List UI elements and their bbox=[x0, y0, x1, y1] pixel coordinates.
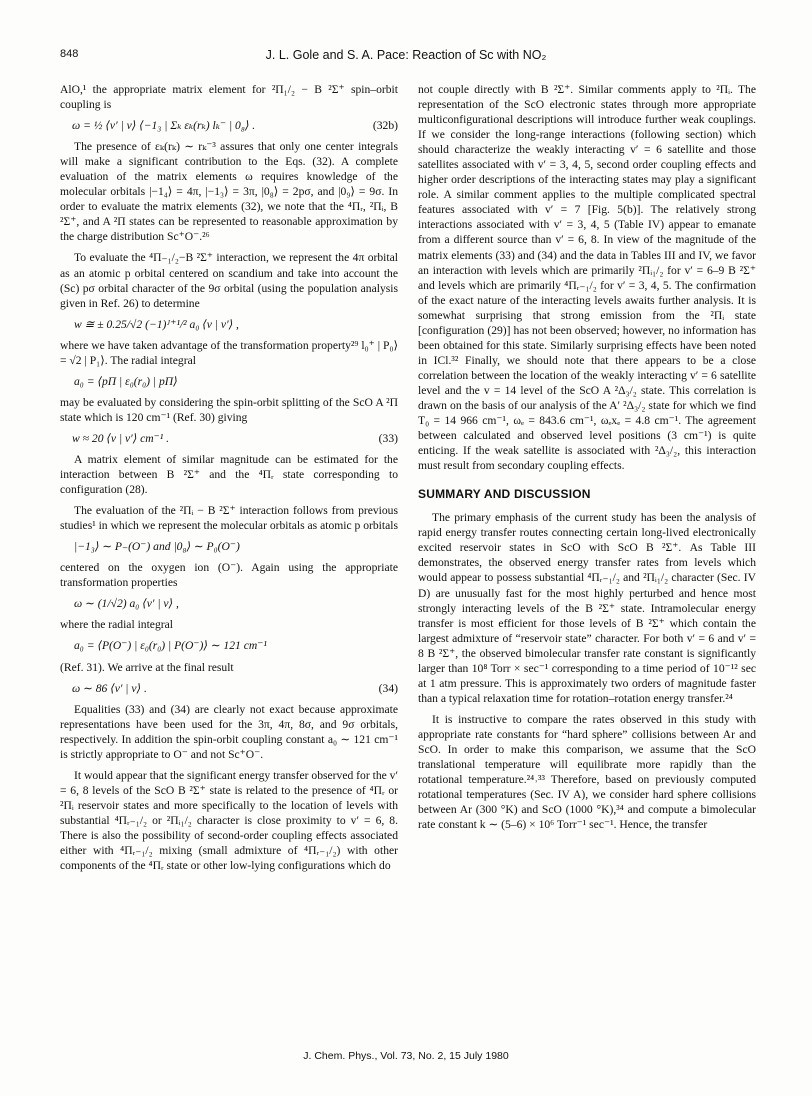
equation-body: w ≈ 20 ⟨v | v′⟩ cm⁻¹ . bbox=[72, 431, 170, 445]
left-column-equation bbox=[74, 374, 398, 389]
left-column-equation bbox=[72, 118, 398, 133]
right-column-paragraph: It is instructive to compare the rates observed in this study with appropriate rate constants for “hard sphere” collisions between Ar and ScO. In order to make this comparison, we assume that the ScO translational temperature will equilibrate more rapidly than the rotational temperature.²⁴˒³³ Therefore, based on previously computed rotational temperatures (Sec. IV A), we consider hard sphere collisions between Ar (300 °K) and ScO (1000 °K),³⁴ and compute a bimolecular rate constant k ∼ (5–6) × 10⁶ Torr⁻¹ sec⁻¹. Hence, the transfer bbox=[418, 712, 756, 832]
left-column-paragraph: where we have taken advantage of the transformation property²⁹ l₀⁺ | P₀⟩ = √2 | P₁⟩. The radial integral bbox=[60, 338, 398, 367]
left-column-paragraph: The presence of εₖ(rₖ) ∼ rₖ⁻³ assures that only one center integrals will make a significant contribution to the Eqs. (32). A complete evaluation of the matrix elements ω requires knowledge of the molecular orbitals |−1₄⟩ = 4π, |−1₃⟩ = 3π, |0₈⟩ = 2pσ, and |0₉⟩ = 9σ. In order to evaluate the matrix elements (32), we note that the ⁴Πᵣ, ²Πᵢ, B ²Σ⁺, and A ²Π states can be represented to reasonable approximation by the charge distribution Sc⁺O⁻.²⁶ bbox=[60, 140, 398, 244]
left-column-paragraph: To evaluate the ⁴Π₋₁/₂−B ²Σ⁺ interaction, we represent the 4π orbital as an atomic p orbital centered on scandium and take into account the (Sc) pσ orbital character of the 9σ orbital (using the population analysis given in Ref. 26) to determine bbox=[60, 251, 398, 310]
equation-number: (34) bbox=[378, 681, 398, 695]
left-column-equation bbox=[72, 681, 398, 696]
left-column-paragraph: A matrix element of similar magnitude can be estimated for the interaction between B ²Σ⁺ and the ⁴Πᵣ state corresponding to configuration (28). bbox=[60, 452, 398, 497]
left-column-equation bbox=[74, 539, 398, 554]
page-number: 848 bbox=[60, 48, 79, 60]
left-column-paragraph: AlO,¹ the appropriate matrix element for ²Π₁/₂ − B ²Σ⁺ spin–orbit coupling is bbox=[60, 83, 398, 112]
running-head: J. L. Gole and S. A. Pace: Reaction of Sc with NO₂ bbox=[265, 48, 547, 62]
equation-body: ω = ½ ⟨v′ | v⟩ ⟨−1₃ | Σₖ εₖ(rₖ) lₖ⁻ | 0₈⟩ . bbox=[72, 119, 256, 133]
journal-citation-footer: J. Chem. Phys., Vol. 73, No. 2, 15 July 1980 bbox=[303, 1050, 509, 1062]
equation-number: (32b) bbox=[372, 119, 398, 133]
left-column-equation bbox=[74, 638, 398, 653]
left-column-equation bbox=[74, 596, 398, 611]
right-column-paragraph: The primary emphasis of the current study has been the analysis of rapid energy transfer routes connecting certain long-lived electronically excited reservoir states in ScO with ScO B ²Σ⁺. As Table III demonstrates, the observed energy transfer rates from levels which would appear to possess substantial ⁴Πᵣ₋₁/₂ and ²Πᵢ₁/₂ character (Sec. IV D) are unusually fast for the most highly perturbed and hence most strongly interacting levels of the B ²Σ⁺ state. Intramolecular energy transfer is most efficient for those levels of B ²Σ⁺ which contain the largest admixture of “reservoir state” character. For both v′ = 6 and v′ = 8 B ²Σ⁺, the observed bimolecular transfer rate constant is significantly larger than 10⁸ Torr × sec⁻¹ corresponding to a time period of 10⁻¹² sec at 1 atm pressure. This is approximately two orders of magnitude faster than a typical relaxation time for rotation–rotation energy transfer.²⁴ bbox=[418, 511, 756, 705]
left-column-paragraph: The evaluation of the ²Πᵢ − B ²Σ⁺ interaction follows from previous studies¹ in which we represent the molecular orbitals as atomic p orbitals bbox=[60, 504, 398, 533]
left-column-paragraph: where the radial integral bbox=[60, 618, 173, 632]
left-column-paragraph: (Ref. 31). We arrive at the final result bbox=[60, 660, 234, 674]
equation-body: ω ∼ 86 ⟨v′ | v⟩ . bbox=[72, 681, 147, 695]
right-column-paragraph: not couple directly with B ²Σ⁺. Similar comments apply to ²Πᵢ. The representation of the ScO electronic states through more appropriate multiconfigurational descriptions will introduce further weak couplings. If we consider the long-range interactions (following section) which should characterize the weakly interacting v′ = 6 satellite and those satellites associated with v′ = 3, 4, 5, second order coupling effects and higher order descriptions of the interacting states may play a significant role. A similar comment applies to the multiple complicated spectral features associated with v′ = 7 [Fig. 5(b)]. The relatively strong interactions associated with v′ = 3, 4, 5 (Table IV) appear to emanate from a different source than v′ = 6, 8. In view of the magnitude of the matrix elements (33) and (34) and the data in Tables III and IV, we favor an interaction with levels which are primarily ²Πᵢ₁/₂ for v′ = 6–9 B ²Σ⁺ and levels which are primarily ⁴Πᵣ₋₁/₂ for v′ = 3, 4, 5. The confirmation of the exact nature of the interacting levels awaits further analysis. It is somewhat surprising that strong emission from the ²Πᵢ state [configuration (29)] has not been observed; however, no information has been obtained for this state. Similarly surprising effects have been noted in ICl.³² Finally, we should note that there appears to be a close correlation between the location of the weakly interacting v′ = 6 satellite level and the v = 14 level of the ScO A ²Δ₃/₂ state. This correlation is drawn on the basis of our analysis of the A′ ²Δ₃/₂ state for which we find T₀ = 14 966 cm⁻¹, ωₑ = 843.6 cm⁻¹, ωₑxₑ = 4.8 cm⁻¹. The agreement between calculated and observed level positions (3 cm⁻¹) is quite enticing. If the weak satellite is associated with ²Δ₃/₂, this interaction must result from secondary coupling effects. bbox=[418, 83, 756, 473]
left-column-equation bbox=[72, 431, 398, 446]
left-column-paragraph: may be evaluated by considering the spin-orbit splitting of the ScO A ²Π state which is 120 cm⁻¹ (Ref. 30) giving bbox=[60, 395, 398, 424]
left-column-paragraph: It would appear that the significant energy transfer observed for the v′ = 6, 8 levels of the ScO B ²Σ⁺ state is related to the presence of ⁴Πᵣ or ²Πᵢ reservoir states and more specifically to the location of levels with substantial ⁴Πᵣ₋₁/₂ or ²Πᵢ₁/₂ character is close proximity to v′ = 6, 8. There is also the possibility of second-order coupling effects associated either with ⁴Πᵣ₋₁/₂ mixing (small admixture of ⁴Πᵣ₋₁/₂) with other components of the ⁴Πᵣ state or other low-lying configurations which do bbox=[60, 768, 398, 873]
left-column bbox=[60, 82, 398, 873]
section-heading: SUMMARY AND DISCUSSION bbox=[418, 487, 591, 502]
equation-body: ω ∼ (1/√2) a₀ ⟨v′ | v⟩ , bbox=[74, 597, 179, 611]
equation-body: a₀ = ⟨P(O⁻) | ε₀(r₀) | P(O⁻)⟩ ∼ 121 cm⁻¹ bbox=[74, 639, 267, 653]
equation-number: (33) bbox=[378, 431, 398, 445]
equation-body: a₀ = ⟨pΠ | ε₀(r₀) | pΠ⟩ bbox=[74, 374, 178, 388]
left-column-equation bbox=[74, 317, 398, 332]
left-column-paragraph: centered on the oxygen ion (O⁻). Again using the appropriate transformation properties bbox=[60, 561, 398, 590]
right-column bbox=[418, 82, 756, 832]
equation-body: |−1₃⟩ ∼ P₋(O⁻) and |0₈⟩ ∼ P₀(O⁻) bbox=[74, 540, 240, 554]
equation-body: w ≅ ± 0.25/√2 (−1)ᴶ⁺¹/² a₀ ⟨v | v′⟩ , bbox=[74, 317, 239, 331]
left-column-paragraph: Equalities (33) and (34) are clearly not exact because approximate representations have been used for the 3π, 4π, 8σ, and 9σ orbitals, respectively. In addition the spin-orbit coupling constant a₀ ∼ 121 cm⁻¹ is strictly appropriate to O⁻ and not Sc⁺O⁻. bbox=[60, 702, 398, 761]
